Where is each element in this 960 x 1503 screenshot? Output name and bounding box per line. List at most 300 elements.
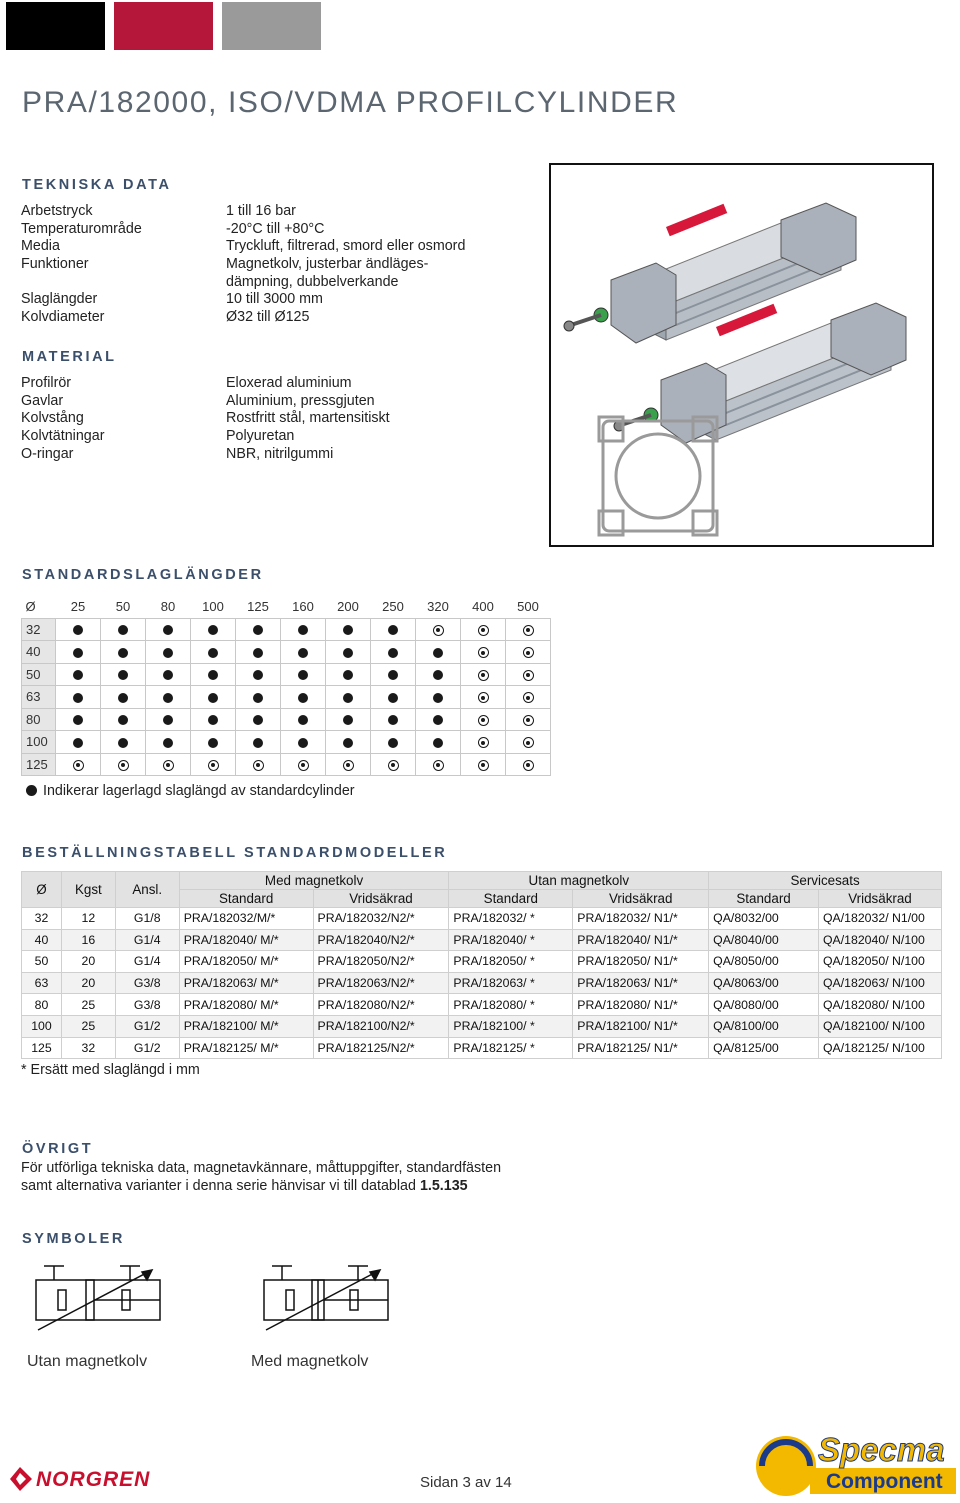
order-sub-header: Standard [709, 890, 819, 908]
matrix-col-header: 200 [326, 596, 371, 618]
matrix-cell [326, 753, 371, 776]
order-heading: BESTÄLLNINGSTABELL STANDARDMODELLER [22, 845, 448, 861]
matrix-cell [191, 708, 236, 731]
target-dot-icon [163, 760, 174, 771]
matrix-row [22, 618, 551, 641]
order-head-d: Ø [22, 872, 62, 908]
matrix-cell [101, 686, 146, 709]
component-logo-text: Component [826, 1470, 943, 1493]
matrix-cell [101, 663, 146, 686]
table-cell: PRA/182080/ M/* [179, 994, 313, 1016]
table-cell: PRA/182032/ N1/* [573, 908, 709, 930]
matrix-cell [281, 641, 326, 664]
matrix-col-header: 25 [56, 596, 101, 618]
matrix-cell [416, 663, 461, 686]
matrix-cell [281, 686, 326, 709]
table-cell: PRA/182063/ M/* [179, 972, 313, 994]
matrix-row [22, 663, 551, 686]
matrix-cell [326, 663, 371, 686]
matrix-cell [281, 663, 326, 686]
matrix-cell [236, 641, 281, 664]
filled-dot-icon [73, 693, 83, 703]
target-dot-icon [118, 760, 129, 771]
table-cell: QA/182040/ N/100 [818, 929, 941, 951]
table-cell: QA/8063/00 [709, 972, 819, 994]
matrix-row-label: 63 [22, 686, 56, 709]
matrix-corner: Ø [22, 596, 56, 618]
table-cell: PRA/182125/ N1/* [573, 1037, 709, 1059]
target-dot-icon [478, 692, 489, 703]
ovrigt-line-1: För utförliga tekniska data, magnetavkännare, måttuppgifter, standardfästen [21, 1160, 502, 1176]
target-dot-icon [523, 625, 534, 636]
matrix-cell [191, 663, 236, 686]
spec-value: Magnetkolv, justerbar ändläges- [226, 256, 429, 273]
table-cell: PRA/182050/ M/* [179, 951, 313, 973]
spec-label: Gavlar [21, 392, 64, 409]
matrix-cell [56, 618, 101, 641]
matrix-row [22, 708, 551, 731]
table-cell: QA/182080/ N/100 [818, 994, 941, 1016]
table-cell: 40 [22, 929, 62, 951]
matrix-cell [461, 618, 506, 641]
tekniska-list [21, 203, 541, 327]
table-cell: QA/182100/ N/100 [818, 1015, 941, 1037]
matrix-cell [371, 641, 416, 664]
target-dot-icon [523, 715, 534, 726]
matrix-cell [56, 686, 101, 709]
table-cell: PRA/182125/ * [449, 1037, 573, 1059]
spec-label: Funktioner [21, 256, 89, 273]
spec-value: Ø32 till Ø125 [226, 309, 310, 326]
header-swatch-gray [222, 2, 321, 50]
table-row [22, 951, 942, 973]
table-cell: 25 [61, 1015, 115, 1037]
table-row [22, 972, 942, 994]
matrix-row [22, 686, 551, 709]
filled-dot-icon [388, 693, 398, 703]
matrix-cell [416, 731, 461, 754]
filled-dot-icon [343, 625, 353, 635]
table-cell: 80 [22, 994, 62, 1016]
table-cell: 100 [22, 1015, 62, 1037]
order-sub-header: Vridsäkrad [818, 890, 941, 908]
target-dot-icon [523, 760, 534, 771]
matrix-cell [506, 641, 551, 664]
matrix-col-header: 250 [371, 596, 416, 618]
filled-dot-icon [208, 715, 218, 725]
product-image [549, 163, 934, 547]
matrix-cell [281, 618, 326, 641]
filled-dot-icon [433, 693, 443, 703]
table-cell: QA/8080/00 [709, 994, 819, 1016]
filled-dot-icon [163, 625, 173, 635]
filled-dot-icon [118, 738, 128, 748]
datasheet-reference: 1.5.135 [419, 1178, 468, 1194]
table-cell: PRA/182125/ M/* [179, 1037, 313, 1059]
symboler-heading: SYMBOLER [22, 1231, 125, 1247]
table-cell: 50 [22, 951, 62, 973]
matrix-cell [146, 731, 191, 754]
spec-value: Eloxerad aluminium [226, 375, 352, 391]
matrix-cell [191, 686, 236, 709]
target-dot-icon [73, 760, 84, 771]
matrix-cell [101, 641, 146, 664]
spec-value: Rostfritt stål, martensitiskt [226, 410, 390, 427]
table-row [22, 929, 942, 951]
matrix-cell [191, 641, 236, 664]
matrix-cell [236, 753, 281, 776]
header-swatch-red [114, 2, 213, 50]
spec-label: Slaglängder [21, 291, 98, 308]
matrix-col-header: 500 [506, 596, 551, 618]
matrix-cell [416, 641, 461, 664]
table-cell: G3/8 [115, 994, 179, 1016]
spec-value: Polyuretan [226, 428, 295, 445]
order-sub-header: Vridsäkrad [573, 890, 709, 908]
matrix-cell [101, 618, 146, 641]
matrix-cell [146, 708, 191, 731]
filled-dot-icon [208, 693, 218, 703]
matrix-cell [281, 731, 326, 754]
filled-dot-icon [163, 670, 173, 680]
cylinder-photo [551, 165, 932, 545]
matrix-cell [101, 753, 146, 776]
table-cell: PRA/182063/ N1/* [573, 972, 709, 994]
matrix-cell [236, 618, 281, 641]
filled-dot-icon [73, 670, 83, 680]
header-swatch-black [6, 2, 105, 50]
filled-dot-icon [253, 715, 263, 725]
matrix-col-header: 100 [191, 596, 236, 618]
spec-row [21, 446, 541, 464]
matrix-cell [146, 663, 191, 686]
cylinder-symbol-magnet-icon [262, 1262, 392, 1347]
target-dot-icon [298, 760, 309, 771]
filled-dot-icon [298, 648, 308, 658]
table-cell: PRA/182040/ N1/* [573, 929, 709, 951]
spec-label: Profilrör [21, 375, 72, 391]
table-cell: QA/182050/ N/100 [818, 951, 941, 973]
matrix-cell [146, 753, 191, 776]
table-cell: PRA/182100/ M/* [179, 1015, 313, 1037]
table-cell: G3/8 [115, 972, 179, 994]
matrix-cell [416, 753, 461, 776]
order-sub-header: Standard [179, 890, 313, 908]
matrix-cell [146, 641, 191, 664]
tekniska-heading: TEKNISKA DATA [22, 177, 172, 193]
matrix-col-header: 80 [146, 596, 191, 618]
filled-dot-icon [163, 648, 173, 658]
table-cell: QA/8100/00 [709, 1015, 819, 1037]
order-note: * Ersätt med slaglängd i mm [21, 1062, 200, 1078]
legend-text: Indikerar lagerlagd slaglängd av standardcylinder [43, 783, 355, 799]
matrix-cell [416, 686, 461, 709]
table-cell: G1/4 [115, 929, 179, 951]
table-row [22, 908, 942, 930]
matrix-cell [326, 731, 371, 754]
matrix-row [22, 731, 551, 754]
matrix-cell [506, 618, 551, 641]
filled-dot-icon [208, 625, 218, 635]
matrix-cell [371, 663, 416, 686]
filled-dot-icon [163, 693, 173, 703]
cylinder-symbol-no-magnet-icon [34, 1262, 164, 1347]
matrix-col-header: 160 [281, 596, 326, 618]
table-cell: PRA/182050/ * [449, 951, 573, 973]
table-cell: PRA/182040/ M/* [179, 929, 313, 951]
table-cell: QA/8040/00 [709, 929, 819, 951]
symbol-label-utan: Utan magnetkolv [27, 1353, 148, 1370]
filled-dot-icon [388, 715, 398, 725]
filled-dot-icon [163, 738, 173, 748]
spec-row [21, 274, 541, 292]
table-cell: PRA/182100/ * [449, 1015, 573, 1037]
matrix-cell [371, 618, 416, 641]
matrix-cell [56, 663, 101, 686]
order-group-utan: Utan magnetkolv [449, 872, 709, 890]
matrix-cell [506, 663, 551, 686]
table-cell: QA/182032/ N1/00 [818, 908, 941, 930]
table-row [22, 1015, 942, 1037]
filled-dot-icon [163, 715, 173, 725]
target-dot-icon [523, 647, 534, 658]
symbol-label-med: Med magnetkolv [251, 1353, 369, 1370]
matrix-row-label: 50 [22, 663, 56, 686]
filled-dot-icon [208, 670, 218, 680]
filled-dot-icon [298, 693, 308, 703]
spec-value: dämpning, dubbelverkande [226, 273, 399, 290]
matrix-cell [416, 618, 461, 641]
target-dot-icon [433, 760, 444, 771]
matrix-cell [326, 686, 371, 709]
ovrigt-heading: ÖVRIGT [22, 1141, 94, 1157]
matrix-cell [191, 753, 236, 776]
matrix-cell [101, 708, 146, 731]
filled-dot-icon [343, 693, 353, 703]
table-cell: 32 [22, 908, 62, 930]
material-list [21, 375, 541, 463]
table-row [22, 994, 942, 1016]
table-cell: 32 [61, 1037, 115, 1059]
matrix-cell [281, 753, 326, 776]
matrix-cell [56, 641, 101, 664]
stroke-matrix [21, 596, 551, 776]
spec-label: Arbetstryck [21, 203, 93, 219]
matrix-col-header: 50 [101, 596, 146, 618]
table-cell: PRA/182063/N2/* [313, 972, 449, 994]
filled-dot-icon [118, 625, 128, 635]
matrix-cell [146, 618, 191, 641]
filled-dot-icon [343, 648, 353, 658]
filled-dot-icon [73, 715, 83, 725]
filled-dot-icon [298, 625, 308, 635]
ovrigt-line-2 [21, 1177, 501, 1195]
material-heading: MATERIAL [22, 349, 117, 365]
matrix-cell [236, 686, 281, 709]
spec-label: O-ringar [21, 445, 74, 462]
matrix-row-label: 80 [22, 708, 56, 731]
filled-dot-icon [118, 670, 128, 680]
matrix-cell [326, 641, 371, 664]
matrix-cell [461, 731, 506, 754]
table-cell: PRA/182050/ N1/* [573, 951, 709, 973]
filled-dot-icon [343, 738, 353, 748]
filled-dot-icon [433, 670, 443, 680]
spec-row [21, 393, 541, 411]
norgren-logo-text: NORGREN [36, 1468, 151, 1491]
matrix-cell [371, 686, 416, 709]
matrix-cell [236, 731, 281, 754]
matrix-cell [146, 686, 191, 709]
table-cell: QA/8050/00 [709, 951, 819, 973]
spec-row [21, 291, 541, 309]
filled-dot-icon [208, 648, 218, 658]
target-dot-icon [523, 670, 534, 681]
standard-heading: STANDARDSLAGLÄNGDER [22, 567, 264, 583]
page-number: Sidan 3 av 14 [420, 1474, 512, 1491]
order-sub-header: Standard [449, 890, 573, 908]
table-cell: QA/8125/00 [709, 1037, 819, 1059]
spec-value: 10 till 3000 mm [226, 291, 323, 308]
table-cell: G1/8 [115, 908, 179, 930]
target-dot-icon [478, 715, 489, 726]
ovrigt-text [21, 1159, 501, 1195]
matrix-cell [326, 708, 371, 731]
target-dot-icon [478, 670, 489, 681]
table-cell: PRA/182125/N2/* [313, 1037, 449, 1059]
target-dot-icon [478, 760, 489, 771]
spec-value: Tryckluft, filtrerad, smord eller osmord [226, 238, 466, 255]
matrix-col-header: 400 [461, 596, 506, 618]
filled-dot-icon [253, 625, 263, 635]
table-cell: PRA/182100/N2/* [313, 1015, 449, 1037]
filled-dot-icon [26, 785, 37, 796]
matrix-cell [506, 753, 551, 776]
table-cell: G1/4 [115, 951, 179, 973]
table-cell: 20 [61, 951, 115, 973]
table-cell: 20 [61, 972, 115, 994]
matrix-cell [236, 663, 281, 686]
matrix-cell [371, 708, 416, 731]
spec-row [21, 428, 541, 446]
target-dot-icon [343, 760, 354, 771]
matrix-row-label: 32 [22, 618, 56, 641]
norgren-logo [6, 1463, 156, 1495]
matrix-cell [461, 708, 506, 731]
spec-value: NBR, nitrilgummi [226, 445, 334, 462]
matrix-legend [26, 783, 355, 799]
order-head-ansl: Ansl. [115, 872, 179, 908]
table-cell: G1/2 [115, 1015, 179, 1037]
matrix-cell [56, 753, 101, 776]
table-cell: PRA/182040/N2/* [313, 929, 449, 951]
matrix-cell [191, 731, 236, 754]
target-dot-icon [388, 760, 399, 771]
filled-dot-icon [298, 715, 308, 725]
filled-dot-icon [253, 648, 263, 658]
spec-value: -20°C till +80°C [226, 220, 325, 237]
matrix-row [22, 753, 551, 776]
table-cell: QA/182125/ N/100 [818, 1037, 941, 1059]
spec-label: Media [21, 238, 60, 255]
table-cell: PRA/182032/M/* [179, 908, 313, 930]
matrix-cell [56, 708, 101, 731]
filled-dot-icon [433, 715, 443, 725]
filled-dot-icon [253, 670, 263, 680]
target-dot-icon [478, 737, 489, 748]
filled-dot-icon [298, 670, 308, 680]
order-group-med: Med magnetkolv [179, 872, 449, 890]
order-group-service: Servicesats [709, 872, 942, 890]
matrix-cell [236, 708, 281, 731]
table-cell: QA/182063/ N/100 [818, 972, 941, 994]
filled-dot-icon [343, 670, 353, 680]
target-dot-icon [208, 760, 219, 771]
filled-dot-icon [433, 648, 443, 658]
table-cell: 25 [61, 994, 115, 1016]
target-dot-icon [523, 737, 534, 748]
matrix-row [22, 641, 551, 664]
table-cell: G1/2 [115, 1037, 179, 1059]
specma-logo-text: Specma [818, 1431, 945, 1468]
matrix-cell [506, 708, 551, 731]
order-sub-header: Vridsäkrad [313, 890, 449, 908]
filled-dot-icon [253, 693, 263, 703]
matrix-cell [461, 663, 506, 686]
table-cell: PRA/182080/N2/* [313, 994, 449, 1016]
spec-row [21, 410, 541, 428]
table-cell: PRA/182040/ * [449, 929, 573, 951]
target-dot-icon [478, 647, 489, 658]
spec-row [21, 256, 541, 274]
filled-dot-icon [343, 715, 353, 725]
spec-label: Temperaturområde [21, 220, 142, 237]
filled-dot-icon [298, 738, 308, 748]
filled-dot-icon [388, 738, 398, 748]
filled-dot-icon [388, 648, 398, 658]
spec-value: Aluminium, pressgjuten [226, 392, 375, 409]
matrix-cell [281, 708, 326, 731]
table-cell: PRA/182032/N2/* [313, 908, 449, 930]
matrix-cell [461, 753, 506, 776]
spec-value: 1 till 16 bar [226, 203, 296, 219]
target-dot-icon [478, 625, 489, 636]
filled-dot-icon [388, 670, 398, 680]
table-cell: PRA/182100/ N1/* [573, 1015, 709, 1037]
table-cell: 16 [61, 929, 115, 951]
matrix-cell [371, 753, 416, 776]
filled-dot-icon [73, 648, 83, 658]
matrix-cell [461, 641, 506, 664]
filled-dot-icon [388, 625, 398, 635]
table-row [22, 1037, 942, 1059]
table-cell: PRA/182080/ * [449, 994, 573, 1016]
matrix-col-header: 320 [416, 596, 461, 618]
target-dot-icon [253, 760, 264, 771]
matrix-col-header: 125 [236, 596, 281, 618]
matrix-cell [416, 708, 461, 731]
filled-dot-icon [253, 738, 263, 748]
matrix-row-label: 40 [22, 641, 56, 664]
spec-label: Kolvtätningar [21, 428, 105, 445]
spec-row [21, 375, 541, 393]
matrix-cell [506, 731, 551, 754]
matrix-cell [101, 731, 146, 754]
matrix-cell [506, 686, 551, 709]
matrix-row-label: 125 [22, 753, 56, 776]
table-cell: 125 [22, 1037, 62, 1059]
spec-row [21, 203, 541, 221]
